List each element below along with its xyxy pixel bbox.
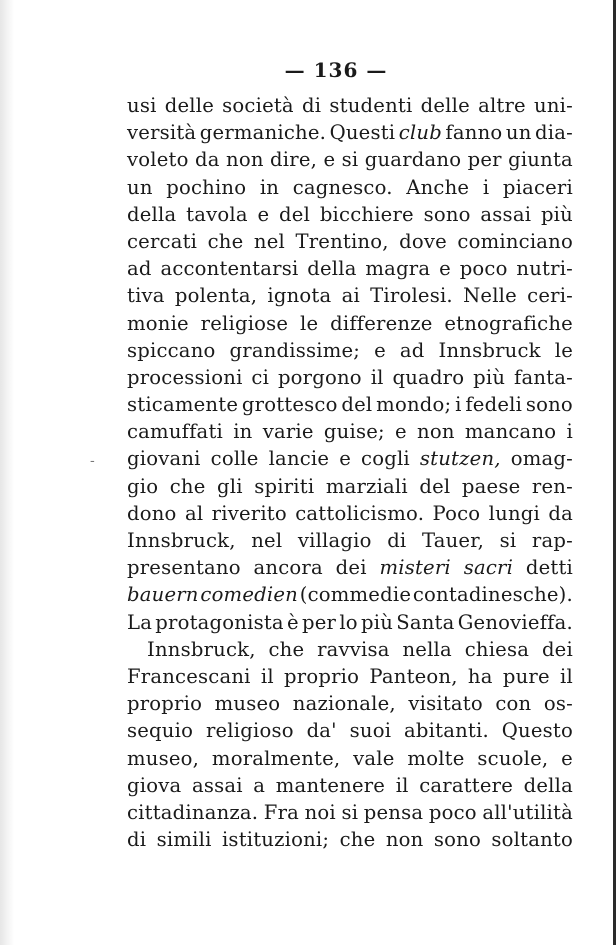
text-line [127, 255, 573, 282]
word: noi [304, 800, 336, 824]
text-line [127, 473, 573, 500]
word: chiesa [464, 637, 530, 661]
word: cittadinanza. [127, 800, 259, 824]
word: non [226, 148, 264, 172]
word: società [222, 94, 294, 117]
word: Trentino, [295, 229, 389, 253]
word: il [560, 664, 573, 688]
word: delle [164, 94, 214, 117]
text-line [127, 391, 573, 418]
word: dire, [270, 148, 318, 172]
word: gli [217, 474, 243, 498]
word: giova [127, 773, 182, 797]
word: dove [399, 229, 447, 253]
word: più [473, 365, 506, 389]
word: da' [306, 719, 337, 743]
word: fanta- [514, 365, 573, 389]
word: e [257, 202, 270, 226]
word: di [387, 529, 407, 552]
word: un [505, 121, 532, 145]
word: accontentarsi [160, 257, 299, 281]
word: porgono [277, 365, 362, 389]
word: La [127, 610, 153, 634]
word: con [495, 692, 532, 716]
word: museo [214, 692, 281, 716]
word: non [417, 420, 455, 444]
word: istituzioni; [221, 828, 330, 852]
text-line [127, 799, 573, 826]
word: club [398, 121, 442, 145]
word: scuole, [477, 746, 549, 770]
body-text [127, 92, 573, 853]
word: di [127, 828, 147, 852]
text-line [127, 174, 573, 201]
word: del [419, 474, 451, 498]
text-line [127, 445, 573, 472]
word: Questo [501, 719, 573, 743]
word: ha [467, 664, 493, 688]
word: tiva [127, 284, 165, 308]
word: nella [402, 637, 452, 661]
word: Panteon, [369, 664, 458, 688]
word: mantenere [275, 773, 386, 797]
word: comedien [200, 583, 298, 607]
word: per [467, 148, 502, 172]
word: si [499, 529, 517, 552]
word: cogli [361, 447, 410, 471]
word: da [548, 501, 573, 525]
word: vale [353, 746, 395, 770]
word: ad [399, 338, 425, 362]
text-line [127, 418, 573, 445]
word: che [268, 637, 305, 661]
text-line [127, 527, 573, 554]
word: delle [420, 94, 470, 117]
word: ci [251, 365, 270, 389]
text-line [127, 337, 573, 364]
text-line [127, 92, 573, 119]
word: uni- [534, 94, 573, 117]
word: poco [459, 257, 508, 281]
word: assai [480, 202, 532, 226]
word: Poco [432, 501, 481, 525]
word: della [127, 202, 177, 226]
word: carattere [419, 773, 514, 797]
word: dono [127, 501, 177, 525]
word: pensa [363, 800, 424, 824]
word: dei [335, 556, 367, 580]
word: guise; [323, 420, 385, 444]
text-line [127, 772, 573, 799]
word: protagonista [155, 610, 284, 634]
text-line [127, 581, 573, 608]
word: magra [365, 257, 431, 281]
word: della [307, 257, 357, 281]
word: al [184, 501, 204, 525]
word: giovani [127, 447, 201, 471]
word: Innsbruck, [147, 637, 256, 661]
word: contadinesche). [412, 583, 573, 607]
word: moralmente, [211, 746, 341, 770]
word: polenta, [174, 284, 258, 308]
word: e [374, 338, 386, 362]
text-line [127, 119, 573, 146]
word: lancie [268, 447, 330, 471]
text-line [127, 500, 573, 527]
word: presentano [127, 556, 241, 580]
word: Innsbruck [438, 338, 541, 362]
word: le [300, 311, 319, 335]
word: sono [433, 828, 481, 852]
word: in [259, 175, 280, 199]
word: il [370, 365, 384, 389]
word: voleto [127, 148, 189, 172]
text-line [127, 690, 573, 717]
word: di [302, 94, 322, 117]
word: Fra [263, 800, 300, 824]
word: nazionale, [292, 692, 396, 716]
word: da [195, 148, 220, 172]
word: i [566, 420, 573, 444]
text-line [127, 364, 573, 391]
word: germaniche. [199, 121, 327, 145]
word: sticamente [127, 393, 239, 417]
word: differenze [330, 311, 433, 335]
word: suoi [349, 719, 392, 743]
word: che [339, 828, 376, 852]
word: lungi [488, 501, 540, 525]
word: spiriti [254, 474, 315, 498]
text-line [127, 310, 573, 337]
word: guardano [364, 148, 462, 172]
word: Innsbruck, [127, 529, 236, 552]
word: in [233, 420, 253, 444]
word: ignota [267, 284, 332, 308]
word: dia- [535, 121, 573, 145]
word: stutzen, [419, 447, 501, 471]
word: è [287, 610, 299, 634]
word: ancora [253, 556, 323, 580]
word: studenti [329, 94, 413, 117]
text-line [127, 146, 573, 173]
word: che [207, 229, 244, 253]
binding-shadow [0, 0, 14, 945]
word: museo, [127, 746, 200, 770]
word: etnografiche [444, 311, 573, 335]
word: riverito [211, 501, 287, 525]
word: varie [262, 420, 314, 444]
word: Tirolesi. [370, 284, 453, 308]
margin-mark: - [90, 453, 95, 469]
text-line [127, 609, 573, 636]
word: ceri- [527, 284, 573, 308]
word: e [323, 148, 336, 172]
word: colle [210, 447, 259, 471]
word: a [253, 773, 266, 797]
word: i [455, 393, 462, 417]
word: grandissime; [229, 338, 361, 362]
text-line [127, 663, 573, 690]
text-line [127, 282, 573, 309]
word: ai [341, 284, 360, 308]
word: del [341, 393, 373, 417]
word: rap- [531, 529, 573, 552]
word: i [482, 175, 490, 199]
word: proprio [284, 664, 360, 688]
word: per [302, 610, 337, 634]
word: cagnesco. [292, 175, 393, 199]
word: mondo; [376, 393, 452, 417]
word: fedeli [465, 393, 523, 417]
page-number: — 136 — [284, 58, 388, 82]
word: soltanto [491, 828, 573, 852]
word: cercati [127, 229, 198, 253]
word: processioni [127, 365, 243, 389]
word: Genovieffa. [457, 610, 573, 634]
word: che [169, 474, 206, 498]
word: camuffati [127, 420, 223, 444]
word: proprio [127, 692, 203, 716]
word: bicchiere [319, 202, 414, 226]
text-line [127, 826, 573, 853]
word: abitanti. [404, 719, 489, 743]
word: pochino [166, 175, 247, 199]
text-line [127, 745, 573, 772]
text-line [127, 228, 573, 255]
word: nel [253, 229, 285, 253]
word: spiccano [127, 338, 216, 362]
word: Questi [329, 121, 396, 145]
word: poco [428, 800, 477, 824]
word: mancano [464, 420, 557, 444]
word: sacri [463, 556, 514, 580]
text-line [127, 554, 573, 581]
word: Santa [396, 610, 455, 634]
word: sono [525, 393, 573, 417]
word: detti [525, 556, 573, 580]
word: altre [478, 94, 526, 117]
word: versità [127, 121, 197, 145]
word: religioso [205, 719, 294, 743]
word: visitato [408, 692, 483, 716]
word: fanno [445, 121, 503, 145]
word: si [341, 148, 359, 172]
word: grottesco [241, 393, 338, 417]
word: bauern [127, 583, 199, 607]
word: più [540, 202, 573, 226]
word: villagio [297, 529, 372, 552]
word: usi [127, 94, 157, 117]
word: lo [339, 610, 358, 634]
word: all'utilità [482, 800, 573, 824]
word: ravvisa [317, 637, 390, 661]
word: le [554, 338, 573, 362]
word: sono [423, 202, 471, 226]
word: Anche [406, 175, 470, 199]
word: della [523, 773, 573, 797]
word: giunta [508, 148, 573, 172]
word: assai [191, 773, 243, 797]
word: misteri [379, 556, 451, 580]
word: religiose [200, 311, 289, 335]
word: e [395, 420, 407, 444]
word: Tauer, [421, 529, 485, 552]
word: il [395, 773, 409, 797]
word: cominciano [457, 229, 573, 253]
word: quadro [392, 365, 465, 389]
word: e [339, 447, 352, 471]
word: sequio [127, 719, 194, 743]
word: e [439, 257, 451, 281]
word: nel [251, 529, 283, 552]
word: tavola [186, 202, 248, 226]
text-line [127, 717, 573, 744]
word: il [260, 664, 274, 688]
word: simili [156, 828, 212, 852]
word: un [127, 175, 153, 199]
word: cattolicismo. [295, 501, 425, 525]
word: nutri- [516, 257, 573, 281]
word: ren- [531, 474, 573, 498]
word: Francescani [127, 664, 251, 688]
word: Nelle [463, 284, 517, 308]
word: del [279, 202, 311, 226]
word: paese [461, 474, 521, 498]
word: gio [127, 474, 159, 498]
word: più [360, 610, 394, 634]
word: non [385, 828, 424, 852]
word: ad [127, 257, 152, 281]
word: pure [502, 664, 550, 688]
word: omag- [510, 447, 573, 471]
word: marziali [325, 474, 408, 498]
word: dei [541, 637, 573, 661]
word: monie [127, 311, 189, 335]
word: piaceri [502, 175, 573, 199]
word: si [341, 800, 359, 824]
word: os- [543, 692, 573, 716]
word: molte [407, 746, 465, 770]
text-line [127, 636, 573, 663]
text-line [127, 201, 573, 228]
word: (commedie [299, 583, 412, 607]
word: e [561, 746, 573, 770]
